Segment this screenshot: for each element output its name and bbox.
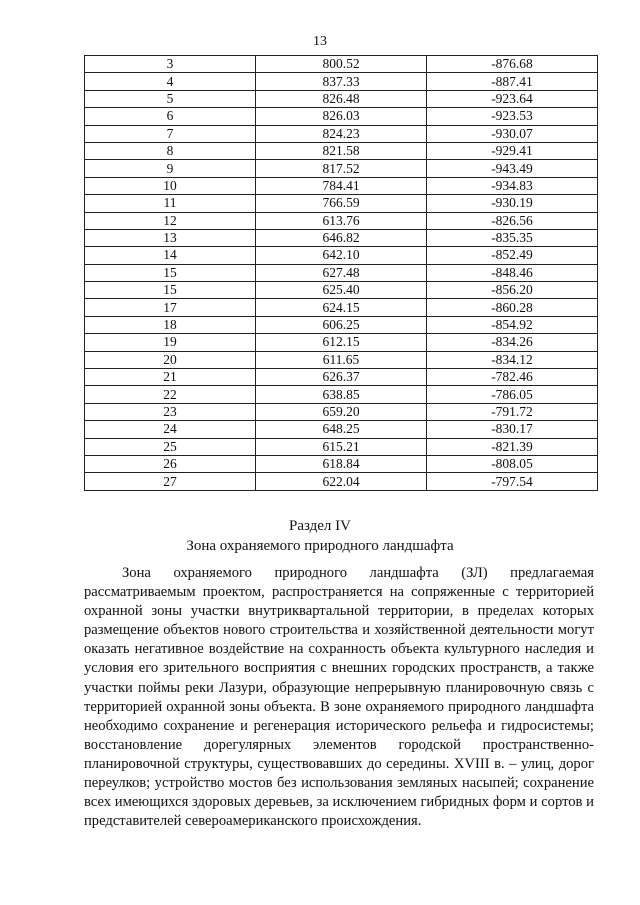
x-coordinate-cell: 817.52 [256, 160, 427, 177]
table-row [85, 56, 598, 73]
table-row [85, 73, 598, 90]
y-coordinate-cell: -835.35 [427, 229, 598, 246]
y-coordinate-cell: -923.53 [427, 108, 598, 125]
table-row [85, 90, 598, 107]
table-row [85, 421, 598, 438]
x-coordinate-cell: 613.76 [256, 212, 427, 229]
table-row [85, 316, 598, 333]
point-number-cell: 15 [85, 282, 256, 299]
x-coordinate-cell: 618.84 [256, 455, 427, 472]
table-row [85, 247, 598, 264]
table-row [85, 125, 598, 142]
x-coordinate-cell: 824.23 [256, 125, 427, 142]
section-title: Зона охраняемого природного ландшафта [186, 538, 454, 554]
x-coordinate-cell: 615.21 [256, 438, 427, 455]
point-number-cell: 7 [85, 125, 256, 142]
y-coordinate-cell: -821.39 [427, 438, 598, 455]
table-row [85, 177, 598, 194]
x-coordinate-cell: 606.25 [256, 316, 427, 333]
section-paragraph: Зона охраняемого природного ландшафта (ЗЛ) предлагаемая рассматриваемым проектом, распространяется на сопряженные с территорией охранной зоны участки внутриквартальной территории, в пределах которых размещение объектов нового строительства и хозяйственной деятельности могут оказать негативное воздействие на сохранность объекта культурного наследия и условия его зрительного восприятия с внешних городских пространств, а также участки поймы реки Лазури, образующие непрерывную планировочную связь с территорией охранной зоны объекта. В зоне охраняемого природного ландшафта необходимо сохранение и регенерация исторического рельефа и гидросистемы; восстановление дорегулярных элементов городской пространственно-планировочной структуры, существовавших до середины. XVIII в. – улиц, дорог переулков; устройство мостов без использования земляных насыпей; сохранение всех имеющихся здоровых деревьев, за исключением гибридных форм и сортов и представителей североамериканского происхождения. [84, 565, 594, 830]
table-row [85, 386, 598, 403]
y-coordinate-cell: -786.05 [427, 386, 598, 403]
table-row [85, 299, 598, 316]
x-coordinate-cell: 622.04 [256, 473, 427, 490]
point-number-cell: 13 [85, 229, 256, 246]
x-coordinate-cell: 821.58 [256, 142, 427, 159]
point-number-cell: 23 [85, 403, 256, 420]
y-coordinate-cell: -797.54 [427, 473, 598, 490]
x-coordinate-cell: 659.20 [256, 403, 427, 420]
point-number-cell: 11 [85, 195, 256, 212]
page-number: 13 [313, 34, 327, 49]
point-number-cell: 14 [85, 247, 256, 264]
y-coordinate-cell: -943.49 [427, 160, 598, 177]
y-coordinate-cell: -826.56 [427, 212, 598, 229]
x-coordinate-cell: 646.82 [256, 229, 427, 246]
point-number-cell: 20 [85, 351, 256, 368]
y-coordinate-cell: -854.92 [427, 316, 598, 333]
section-heading [0, 516, 640, 556]
x-coordinate-cell: 800.52 [256, 56, 427, 73]
y-coordinate-cell: -830.17 [427, 421, 598, 438]
x-coordinate-cell: 638.85 [256, 386, 427, 403]
point-number-cell: 9 [85, 160, 256, 177]
table-row [85, 264, 598, 281]
point-number-cell: 6 [85, 108, 256, 125]
y-coordinate-cell: -848.46 [427, 264, 598, 281]
section-number: Раздел IV [288, 518, 351, 534]
y-coordinate-cell: -856.20 [427, 282, 598, 299]
point-number-cell: 21 [85, 369, 256, 386]
point-number-cell: 25 [85, 438, 256, 455]
x-coordinate-cell: 766.59 [256, 195, 427, 212]
y-coordinate-cell: -929.41 [427, 142, 598, 159]
x-coordinate-cell: 826.03 [256, 108, 427, 125]
y-coordinate-cell: -887.41 [427, 73, 598, 90]
table-row [85, 438, 598, 455]
point-number-cell: 19 [85, 334, 256, 351]
point-number-cell: 18 [85, 316, 256, 333]
x-coordinate-cell: 612.15 [256, 334, 427, 351]
point-number-cell: 24 [85, 421, 256, 438]
table-row [85, 212, 598, 229]
table-row [85, 455, 598, 472]
table-row [85, 229, 598, 246]
y-coordinate-cell: -782.46 [427, 369, 598, 386]
point-number-cell: 5 [85, 90, 256, 107]
table-row [85, 351, 598, 368]
x-coordinate-cell: 784.41 [256, 177, 427, 194]
x-coordinate-cell: 611.65 [256, 351, 427, 368]
point-number-cell: 3 [85, 56, 256, 73]
point-number-cell: 12 [85, 212, 256, 229]
table-row [85, 403, 598, 420]
x-coordinate-cell: 624.15 [256, 299, 427, 316]
table-row [85, 160, 598, 177]
point-number-cell: 8 [85, 142, 256, 159]
point-number-cell: 10 [85, 177, 256, 194]
y-coordinate-cell: -834.12 [427, 351, 598, 368]
point-number-cell: 4 [85, 73, 256, 90]
coordinates-table [84, 55, 598, 491]
point-number-cell: 26 [85, 455, 256, 472]
x-coordinate-cell: 626.37 [256, 369, 427, 386]
table-row [85, 195, 598, 212]
point-number-cell: 27 [85, 473, 256, 490]
x-coordinate-cell: 837.33 [256, 73, 427, 90]
y-coordinate-cell: -876.68 [427, 56, 598, 73]
y-coordinate-cell: -808.05 [427, 455, 598, 472]
y-coordinate-cell: -934.83 [427, 177, 598, 194]
point-number-cell: 15 [85, 264, 256, 281]
x-coordinate-cell: 625.40 [256, 282, 427, 299]
coordinates-table-body [85, 56, 598, 491]
table-row [85, 142, 598, 159]
table-row [85, 369, 598, 386]
y-coordinate-cell: -852.49 [427, 247, 598, 264]
point-number-cell: 22 [85, 386, 256, 403]
y-coordinate-cell: -923.64 [427, 90, 598, 107]
y-coordinate-cell: -930.19 [427, 195, 598, 212]
y-coordinate-cell: -791.72 [427, 403, 598, 420]
point-number-cell: 17 [85, 299, 256, 316]
table-row [85, 334, 598, 351]
x-coordinate-cell: 648.25 [256, 421, 427, 438]
y-coordinate-cell: -860.28 [427, 299, 598, 316]
x-coordinate-cell: 826.48 [256, 90, 427, 107]
x-coordinate-cell: 642.10 [256, 247, 427, 264]
table-row [85, 282, 598, 299]
y-coordinate-cell: -834.26 [427, 334, 598, 351]
table-row [85, 473, 598, 490]
y-coordinate-cell: -930.07 [427, 125, 598, 142]
table-row [85, 108, 598, 125]
x-coordinate-cell: 627.48 [256, 264, 427, 281]
